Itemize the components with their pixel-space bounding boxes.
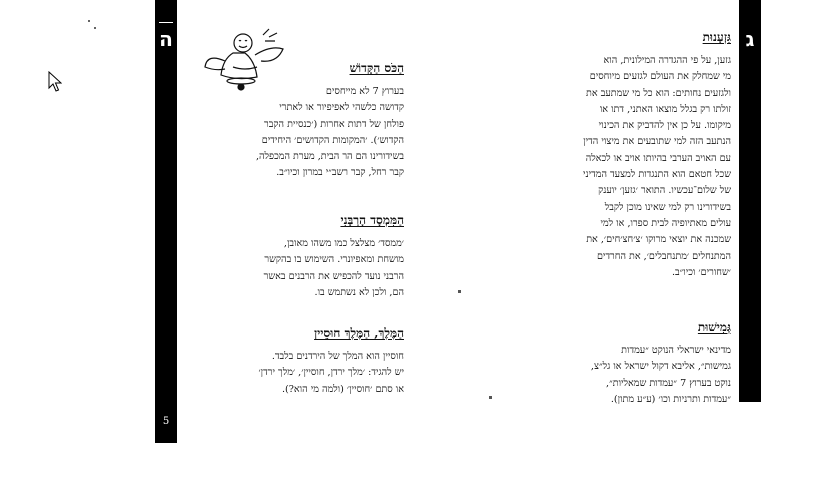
page-number: 5 [162,416,170,427]
scan-speck [94,27,96,29]
body-line: הקדוש׳). ׳המקומות הקדושים׳ היחידים [261,134,404,146]
entry-flexibility [499,320,731,408]
strip-letter: ה [159,27,173,51]
body-line: הנתעב הזה למי שתובעים את מיצוי הדין [583,136,731,148]
body-line: שכל חטאם הוא התנגדות למצעד המדיני [583,169,731,181]
body-line: מושחת ומאפיונרי. השימוש בו בהקשר [264,254,404,266]
entry-racism [499,30,731,281]
left-page [155,0,462,443]
body-line: זולתו רק בגלל מוצאו האתני, דתו או [599,103,731,115]
body-line: הרבני נועד להכפיש את הרבנים באשר [263,270,404,282]
strip-letter: ג [745,27,755,51]
body-line: גזען, על פי ההגדרה המילונית, הוא [603,55,731,66]
body-line: עם האויב הערבי בהיותו אויב או לכאלה [585,152,731,164]
body-line: של שלום־עכשיו. התואר ׳גזען׳ יוענק [598,185,731,197]
body-line: בערוץ 7 לא מייחסים [325,86,404,97]
body-line: פולחן של דתות אחרות (׳כנסיית הקבר [264,118,404,130]
entry-body [499,343,731,408]
mouse-pointer-icon [48,71,62,93]
entry-rabbinical-establishment [204,213,404,301]
entry-heading: הַמִּמְסָד הָרַבָּנִי [340,213,404,227]
body-line: גמישות״, אליבא דקול ישראל או גל״צ, [590,361,731,373]
body-line: ״עמדות ותרניות וכו׳ (ע״ע מתון). [610,393,731,405]
entry-heading: הַכֹּס הַקָּדוֹשׁ [349,61,404,75]
body-line: מיקומו. על כן אין להדביק את הכינוי [598,120,731,132]
entry-king-hussein [204,326,404,398]
body-line: קבר רחל, קבר רשב״י במרון וכיו״ב. [276,167,404,179]
body-line: ולגזעים נחותים: הוא כל מי שמתעב את [586,87,731,99]
entry-heading: הַמֶּלֶךְ, הַמֶּלֶךְ חוּסֵיין [314,326,404,340]
body-line: עולים מאתיופיה לבית ספרו, או למי [600,217,731,229]
body-line: נוקט בערוץ 7 ״עמדות שמאליות״, [606,377,731,389]
body-line: ׳ממסד׳ מצלצל כמו משהו מאובן, [283,238,404,249]
body-line: בשידורינו הם הר הבית, מערת המכפלה, [255,151,404,163]
body-line: בשידורינו רק למי שאינו מוכן לקבל [604,201,731,213]
scan-speck [88,20,90,22]
entry-body [204,84,404,182]
body-line: מי שמחלק את העולם לגזעים מיוחסים [589,71,731,83]
body-line: חוסיין הוא המלך של הירדנים בלבד. [271,351,404,362]
body-line: יש להגיד: ׳מלך ירדן, חוסיין׳, ׳מלך ירדן׳ [258,367,404,379]
entry-holy-see [204,61,404,182]
body-line: ׳שחורים׳ וכיו״ב. [671,266,731,278]
entry-body [204,236,404,301]
body-line: הם, ולכן לא נשתמש בו. [314,286,404,298]
letter-strip [739,0,761,402]
entry-heading: גִּזְעָנוּת [702,30,731,44]
scan-speck [458,290,461,293]
entry-heading: גְּמִישׁוּת [697,320,731,334]
body-line: שמכנה את יוצאי מרוקו ׳צ׳חצ׳חים׳, את [586,234,731,246]
letter-strip [155,0,177,443]
entry-body [499,53,731,281]
entry-body [204,349,404,398]
body-line: קדושה כלשהי לאפיפיור או לאתרי [279,102,404,114]
body-line: או סתם ׳חוסיין׳ (ולמה מי הוא?). [281,383,404,395]
body-line: מדינאי ישראלי הנוקט ״עמדות [621,345,731,356]
body-line: המתנחלים ׳מתנחבלים׳, את החרדים [596,250,731,262]
strip-rule [159,22,173,23]
right-page [462,0,761,443]
